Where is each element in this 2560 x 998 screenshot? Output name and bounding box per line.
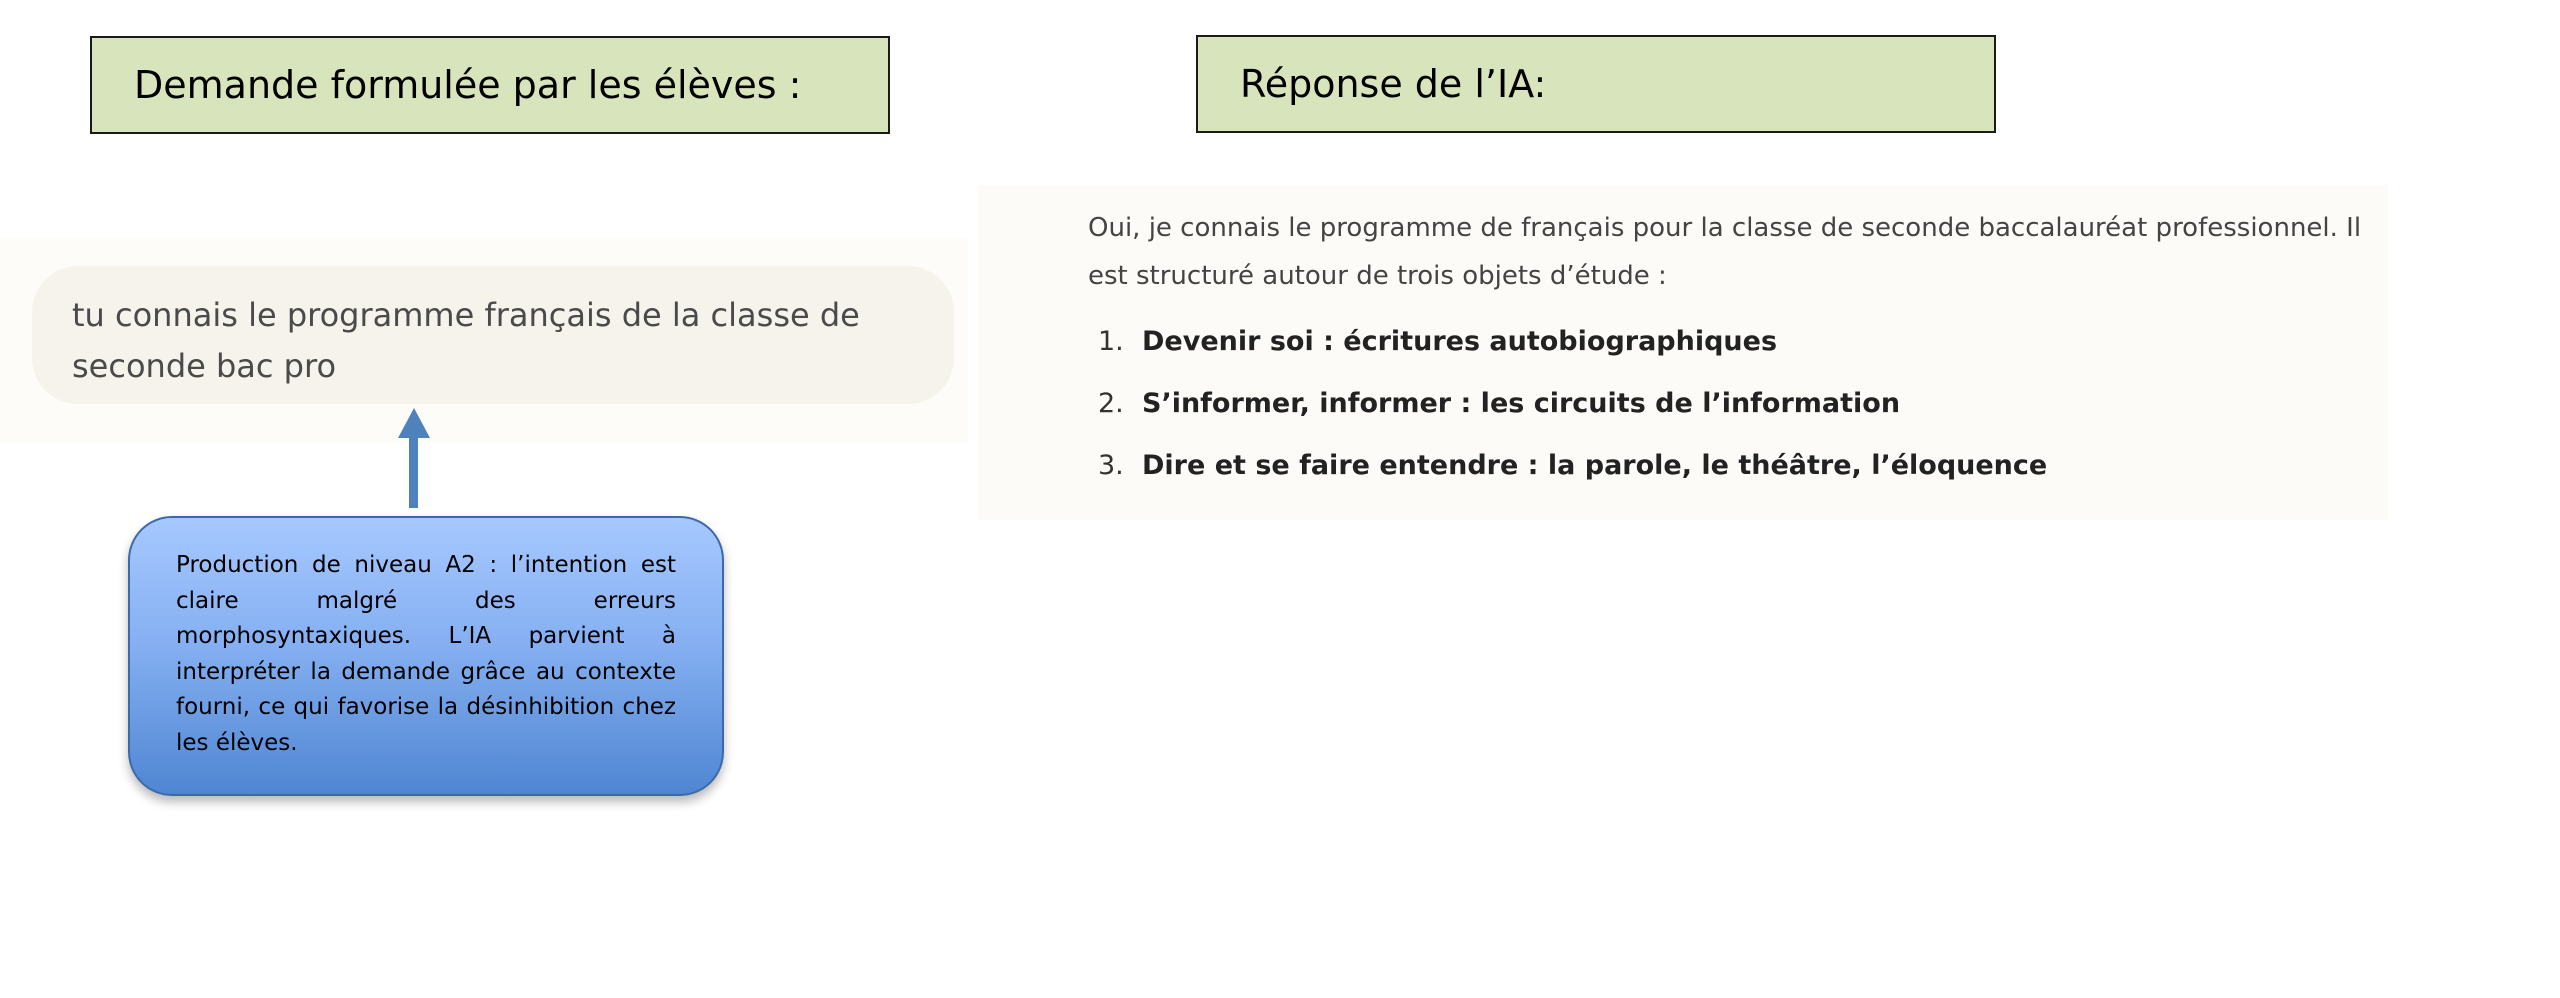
list-item-number: 3. <box>1098 449 1124 481</box>
analysis-callout <box>128 516 724 796</box>
list-item-number: 1. <box>1098 325 1124 357</box>
list-item-text: Dire et se faire entendre : la parole, le théâtre, l’éloquence <box>1142 449 2048 481</box>
ai-response-label <box>1196 35 1996 133</box>
ai-response-intro: Oui, je connais le programme de français pour la classe de seconde baccalauréat professionnel. Il est structuré autour de trois objets d’étude : <box>1088 213 2362 291</box>
arrow-shaft <box>409 436 418 508</box>
arrow-up-icon <box>398 408 430 438</box>
ai-response-label-text: Réponse de l’IA: <box>1240 62 1547 106</box>
list-item-number: 2. <box>1098 387 1124 419</box>
ai-response-list <box>1098 310 2298 496</box>
list-item <box>1098 434 2298 496</box>
student-request-label-text: Demande formulée par les élèves : <box>134 63 802 107</box>
student-message-bubble <box>32 266 954 404</box>
list-item <box>1098 372 2298 434</box>
list-item <box>1098 310 2298 372</box>
list-item-text: S’informer, informer : les circuits de l’information <box>1142 387 1901 419</box>
student-message-text: tu connais le programme français de la classe de seconde bac pro <box>72 296 860 385</box>
list-item-text: Devenir soi : écritures autobiographiques <box>1142 325 1778 357</box>
student-request-label <box>90 36 890 134</box>
analysis-callout-text: Production de niveau A2 : l’intention est claire malgré des erreurs morphosyntaxiques. L’IA parvient à interpréter la demande grâce au contexte fourni, ce qui favorise la désinhibition chez les élèves. <box>176 552 676 756</box>
